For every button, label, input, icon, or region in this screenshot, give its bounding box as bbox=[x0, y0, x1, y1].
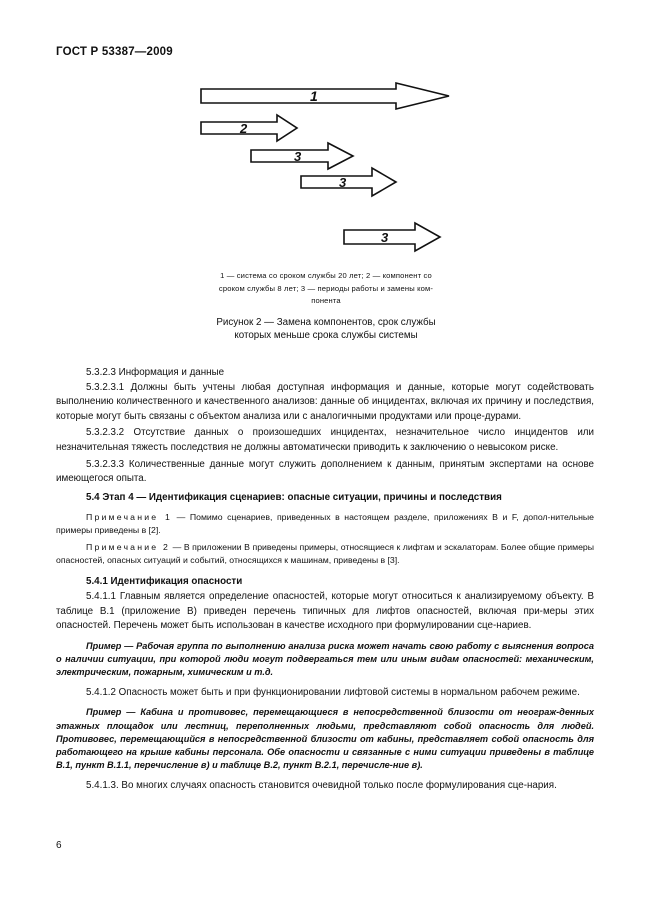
example-1: Пример — Рабочая группа по выполнению анализа риска может начать свою работу с выяснения вопроса о наличии ситуации, при которой люди могут подвергаться тем или иным видам опасностей: механическим, электрическим, пожарным, химическим и т.д. bbox=[56, 640, 594, 678]
arrow-label: 3 bbox=[339, 175, 347, 190]
document-body bbox=[56, 366, 594, 793]
note-1 bbox=[56, 511, 594, 537]
component-replacement-figure bbox=[190, 80, 460, 260]
arrow-operation-period-3 bbox=[344, 223, 440, 251]
page-number: 6 bbox=[56, 840, 62, 851]
arrow-label: 3 bbox=[294, 149, 302, 164]
section-5-3-2-3-heading: 5.3.2.3 Информация и данные bbox=[86, 367, 225, 378]
arrow-label: 3 bbox=[381, 230, 389, 245]
note-text: — Помимо сценариев, приведенных в настоящем разделе, приложениях В и F, допол-нительные примеры приведены в [2]. bbox=[56, 512, 594, 536]
arrow-component-8-years bbox=[201, 115, 297, 141]
paragraph-5-3-2-3-2: 5.3.2.3.2 Отсутствие данных о произошедших инцидентах, незначительное число инцидентов или незначительная тяжесть последствия не должны автоматически приводить к заключению о невысоком риске. bbox=[56, 427, 594, 453]
arrow-operation-period-1 bbox=[251, 143, 353, 169]
arrow-label: 2 bbox=[240, 121, 248, 136]
paragraph-5-4-1-2: 5.4.1.2 Опасность может быть и при функционировании лифтовой системы в нормальном рабочем режиме. bbox=[86, 686, 580, 698]
arrow-system-20-years bbox=[201, 83, 449, 109]
paragraph-5-4-1-1: 5.4.1.1 Главным является определение опасностей, которые могут относиться к анализируемому объекту. В таблице В.1 (приложение В) приведен перечень типичных для лифтов опасностей, включая при-меры этих опасностей. Перечень может быть использован в качестве исходного при формулировании сце-нариев. bbox=[56, 590, 594, 632]
paragraph-5-3-2-3-1: 5.3.2.3.1 Должны быть учтены любая доступная информация и данные, которые могут содействовать выполнению количественного и качественного анализов: данные об инцидентах, включая их причину и последствия, которые могут быть связаны с объектом анализа или с аналогичными продуктами или проце-дурами. bbox=[56, 381, 594, 422]
note-2 bbox=[56, 541, 594, 567]
arrow-label: 1 bbox=[310, 88, 318, 104]
standard-header: ГОСТ Р 53387—2009 bbox=[56, 46, 173, 58]
legend-line: понента bbox=[311, 296, 341, 306]
figure-caption bbox=[196, 316, 456, 342]
paragraph-5-4-1-3: 5.4.1.3. Во многих случаях опасность становится очевидной только после формулирования сце-нария. bbox=[86, 779, 557, 791]
caption-line: Рисунок 2 — Замена компонентов, срок службы bbox=[216, 317, 436, 328]
arrow-operation-period-2 bbox=[301, 168, 396, 196]
example-2: Пример — Кабина и противовес, перемещающиеся в непосредственной близости от неограж-денных этажных площадок или лестниц, переполненных людьми, представляют собой опасность для людей. Противовес, перемещающийся в непосредственной близости от кабины, представляет собой опасность для работающего на крыше кабины персонала. Обе опасности и связанные с ними ситуации приведены в таблице В.1, пункт В.1.1, перечисление в) и таблице В.2, пункт В.2.1, перечисле-ние в). bbox=[56, 707, 594, 771]
figure-legend bbox=[196, 270, 456, 308]
legend-line: сроком службы 8 лет; 3 — периоды работы и замены ком- bbox=[218, 283, 434, 293]
section-5-4-heading: 5.4 Этап 4 — Идентификация сценариев: опасные ситуации, причины и последствия bbox=[86, 491, 502, 503]
section-5-4-1-heading: 5.4.1 Идентификация опасности bbox=[86, 576, 243, 588]
legend-line: 1 — система со сроком службы 20 лет; 2 — компонент со bbox=[220, 271, 432, 280]
note-label: Примечание 2 bbox=[86, 542, 171, 553]
note-text: — В приложении В приведены примеры, относящиеся к лифтам и эскалаторам. Более общие примеры опасностей, опасных ситуаций и событий, относящихся к машинам, приведены в [3]. bbox=[56, 542, 594, 566]
caption-line: которых меньше срока службы системы bbox=[234, 330, 418, 341]
note-label: Примечание 1 bbox=[86, 512, 173, 523]
paragraph-5-3-2-3-3: 5.3.2.3.3 Количественные данные могут служить дополнением к данным, принятым экспертами на основе имеющегося опыта. bbox=[56, 458, 594, 485]
